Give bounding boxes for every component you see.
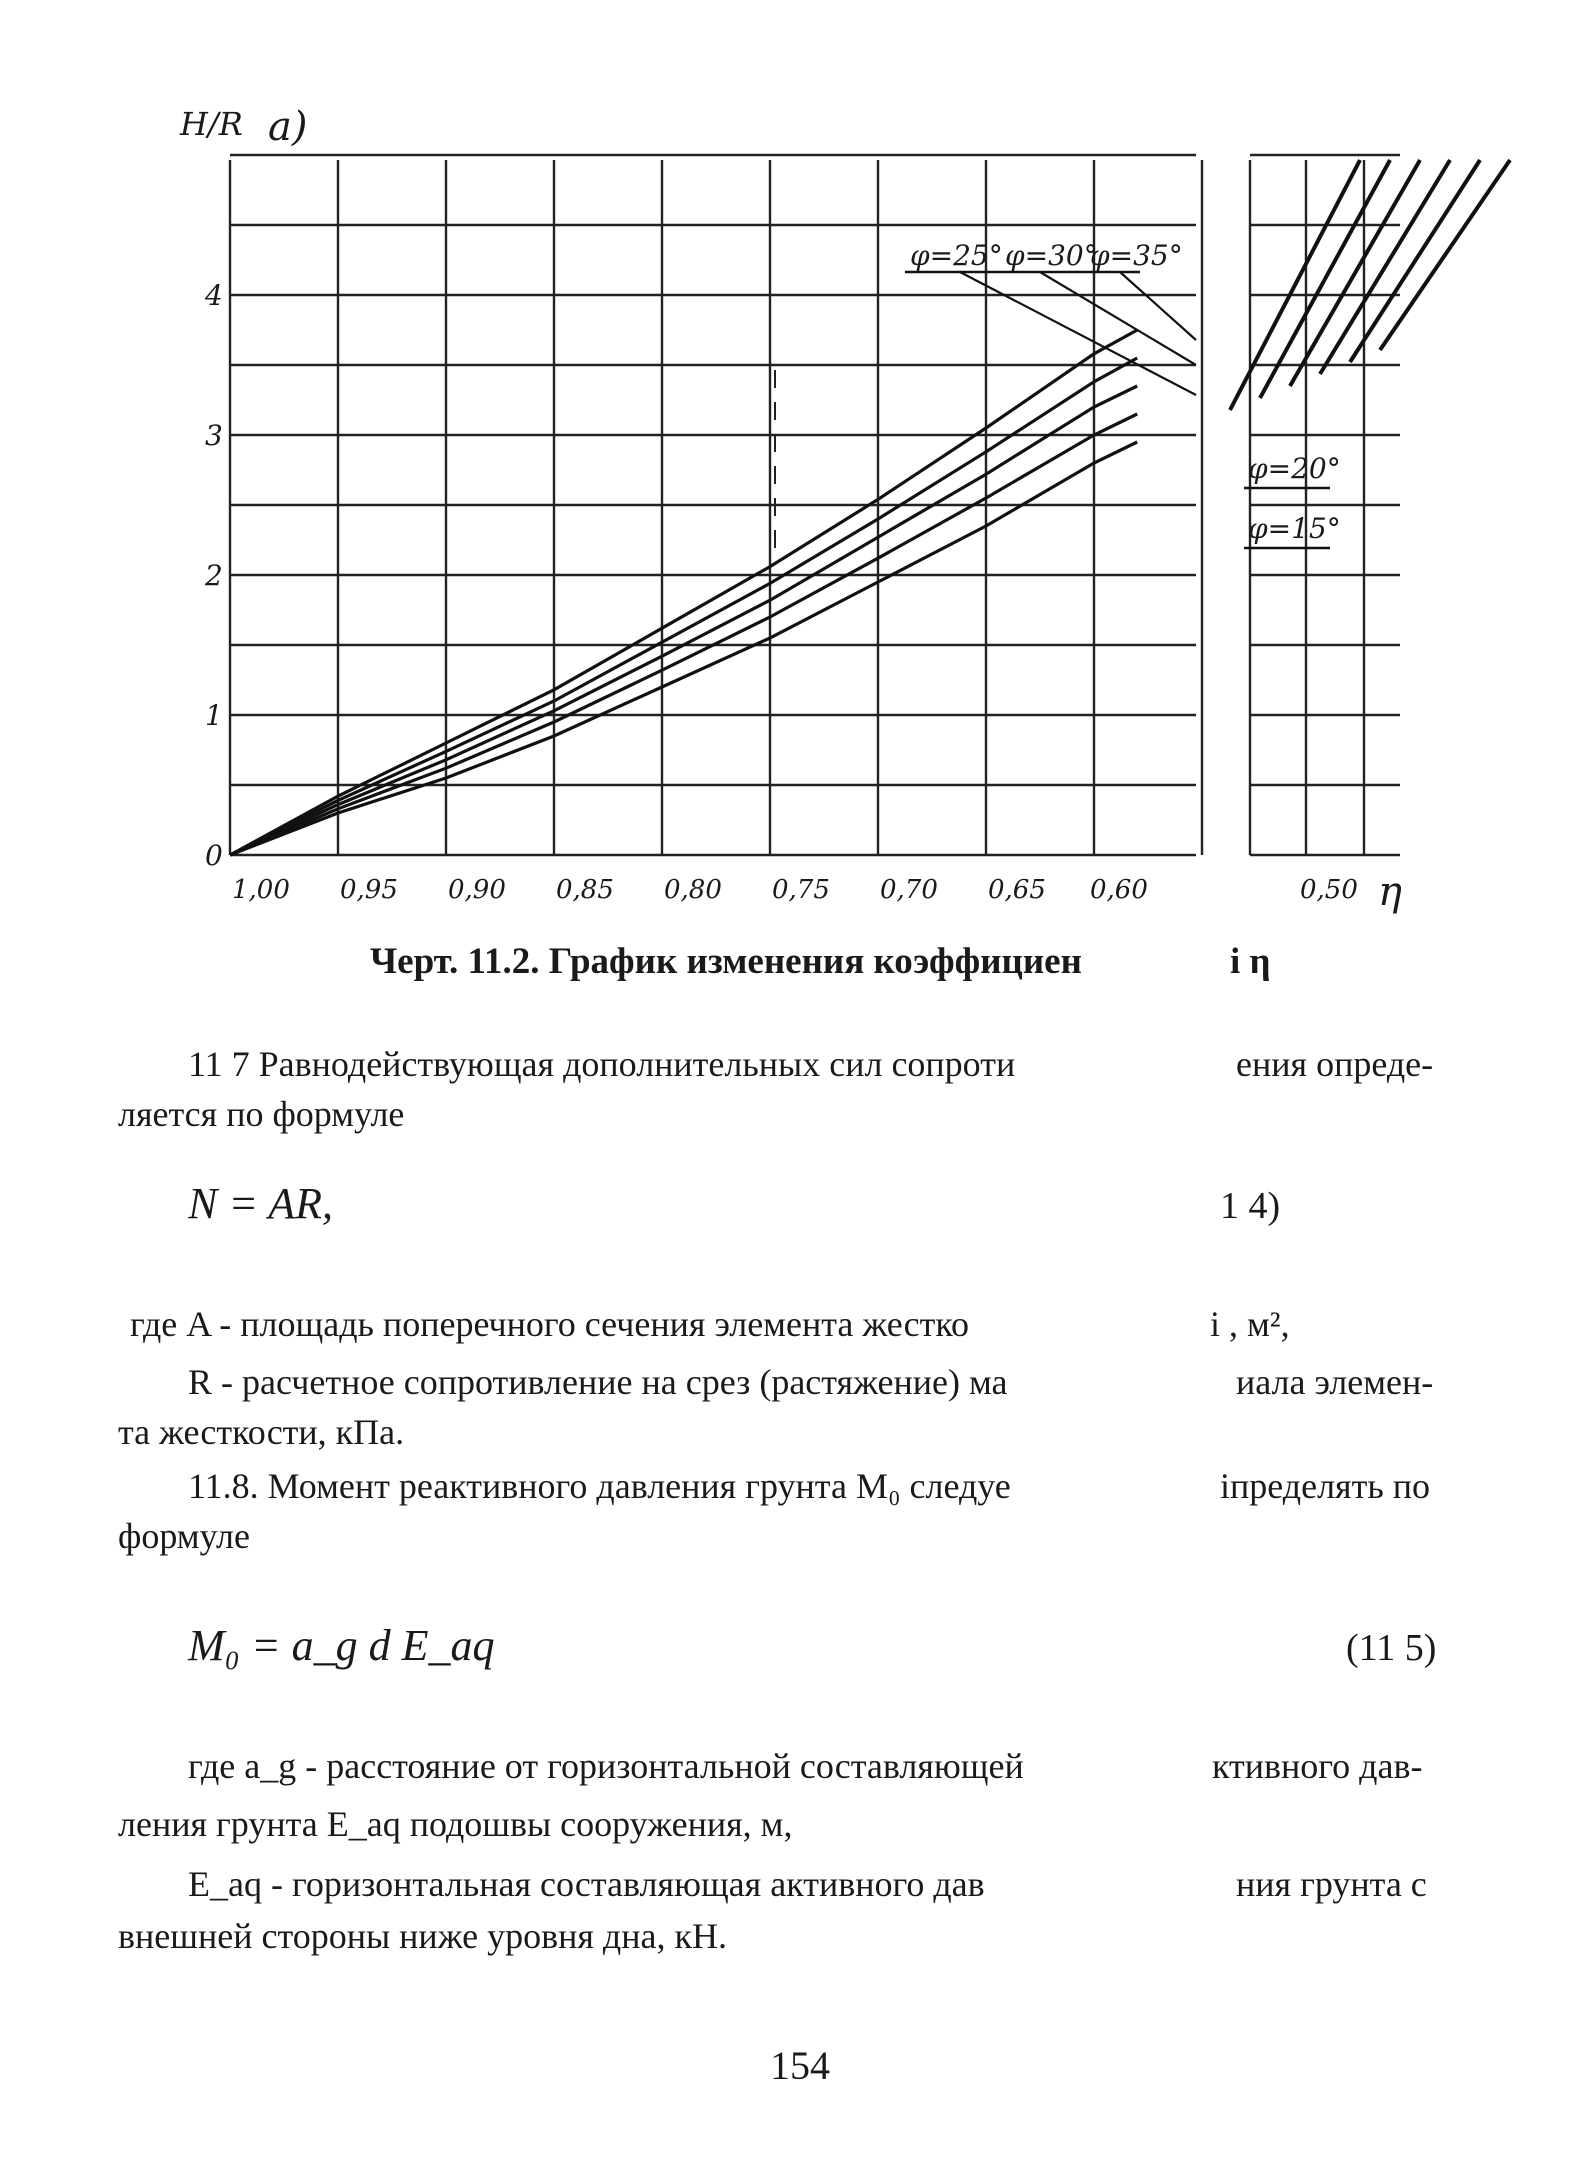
y-tick-labels xyxy=(204,279,223,872)
definition-A-end: і , м², xyxy=(1210,1304,1290,1344)
equation-number-11-5: (11 5) xyxy=(1346,1627,1437,1669)
curve-label-phi-15: φ=15° xyxy=(1248,512,1341,545)
formula-11-4: N = AR, xyxy=(188,1179,333,1228)
leader-line xyxy=(960,272,1196,395)
y-tick-label: 1 xyxy=(205,699,223,732)
hatch-line xyxy=(1380,160,1510,350)
leader-line xyxy=(1120,272,1196,340)
paragraph-11-8-line1: 11.8. Момент реактивного давления грунта M₀ следуе xyxy=(188,1466,1011,1506)
panel-label: a) xyxy=(268,104,308,150)
definition-Eaq-line2: внешней стороны ниже уровня дна, кН. xyxy=(118,1916,727,1956)
paragraph-11-7-line1: 11 7 Равнодействующая дополнительных сил сопроти xyxy=(188,1044,1016,1084)
y-tick-label: 3 xyxy=(205,419,223,452)
y-tick-label: 2 xyxy=(205,559,223,592)
curve-35 xyxy=(230,330,1137,855)
formula-11-5: M₀ = a_g d E_aq xyxy=(188,1621,495,1670)
definition-R: R - расчетное сопротивление на срез (растяжение) ма xyxy=(188,1362,1008,1402)
chart-curves xyxy=(230,330,1137,855)
definition-ag-end: ктивного дав- xyxy=(1212,1746,1423,1786)
x-tick-label: 0,65 xyxy=(988,875,1046,905)
x-tick-label: 1,00 xyxy=(232,875,290,905)
x-tick-label: 0,85 xyxy=(556,875,614,905)
x-axis-label: η xyxy=(1378,869,1402,915)
curve-label-phi-35: φ=35° xyxy=(1090,239,1183,272)
y-tick-label: 0 xyxy=(205,839,223,872)
chart-figure xyxy=(0,0,1580,980)
definition-Eaq-end: ния грунта с xyxy=(1236,1864,1427,1904)
definition-R-line2: та жесткости, кПа. xyxy=(118,1412,405,1452)
definition-ag-line2: ления грунта E_aq подошвы сооружения, м, xyxy=(118,1804,793,1844)
curve-label-phi-20: φ=20° xyxy=(1248,452,1341,485)
x-tick-labels xyxy=(232,875,1358,905)
curve-label-phi-30: φ=30° xyxy=(1005,239,1098,272)
x-tick-label: 0,60 xyxy=(1090,875,1148,905)
equation-number-11-4: 1 4) xyxy=(1220,1185,1281,1227)
curve-30 xyxy=(230,358,1137,855)
paragraph-11-8-line1-end: іпределять по xyxy=(1220,1466,1431,1506)
x-tick-label: 0,50 xyxy=(1300,875,1358,905)
curve-label-phi-25: φ=25° xyxy=(910,239,1003,272)
paragraph-11-8-line2: формуле xyxy=(118,1516,250,1556)
x-tick-label: 0,90 xyxy=(448,875,506,905)
definition-ag: где a_g - расстояние от горизонтальной составляющей xyxy=(188,1746,1024,1786)
chart-grid-right-panel xyxy=(1250,155,1400,855)
definition-A: где A - площадь поперечного сечения элемента жестко xyxy=(130,1304,970,1344)
figure-caption-tail: і η xyxy=(1230,941,1271,982)
x-tick-label: 0,95 xyxy=(340,875,398,905)
y-axis-label: H/R xyxy=(180,105,243,143)
figure-caption: Черт. 11.2. График изменения коэффициен xyxy=(370,941,1082,982)
page-number: 154 xyxy=(770,2043,830,2088)
x-tick-label: 0,80 xyxy=(664,875,722,905)
definition-Eaq: E_aq - горизонтальная составляющая активного дав xyxy=(188,1864,985,1904)
paragraph-11-7-line2: ляется по формуле xyxy=(118,1094,405,1134)
hatched-region xyxy=(1230,160,1510,410)
x-tick-label: 0,70 xyxy=(880,875,938,905)
x-tick-label: 0,75 xyxy=(772,875,830,905)
y-tick-label: 4 xyxy=(205,279,223,312)
definition-R-end: иала элемен- xyxy=(1236,1362,1434,1402)
hatch-line xyxy=(1350,160,1480,362)
paragraph-11-7-line1-end: ения опреде- xyxy=(1236,1044,1434,1084)
